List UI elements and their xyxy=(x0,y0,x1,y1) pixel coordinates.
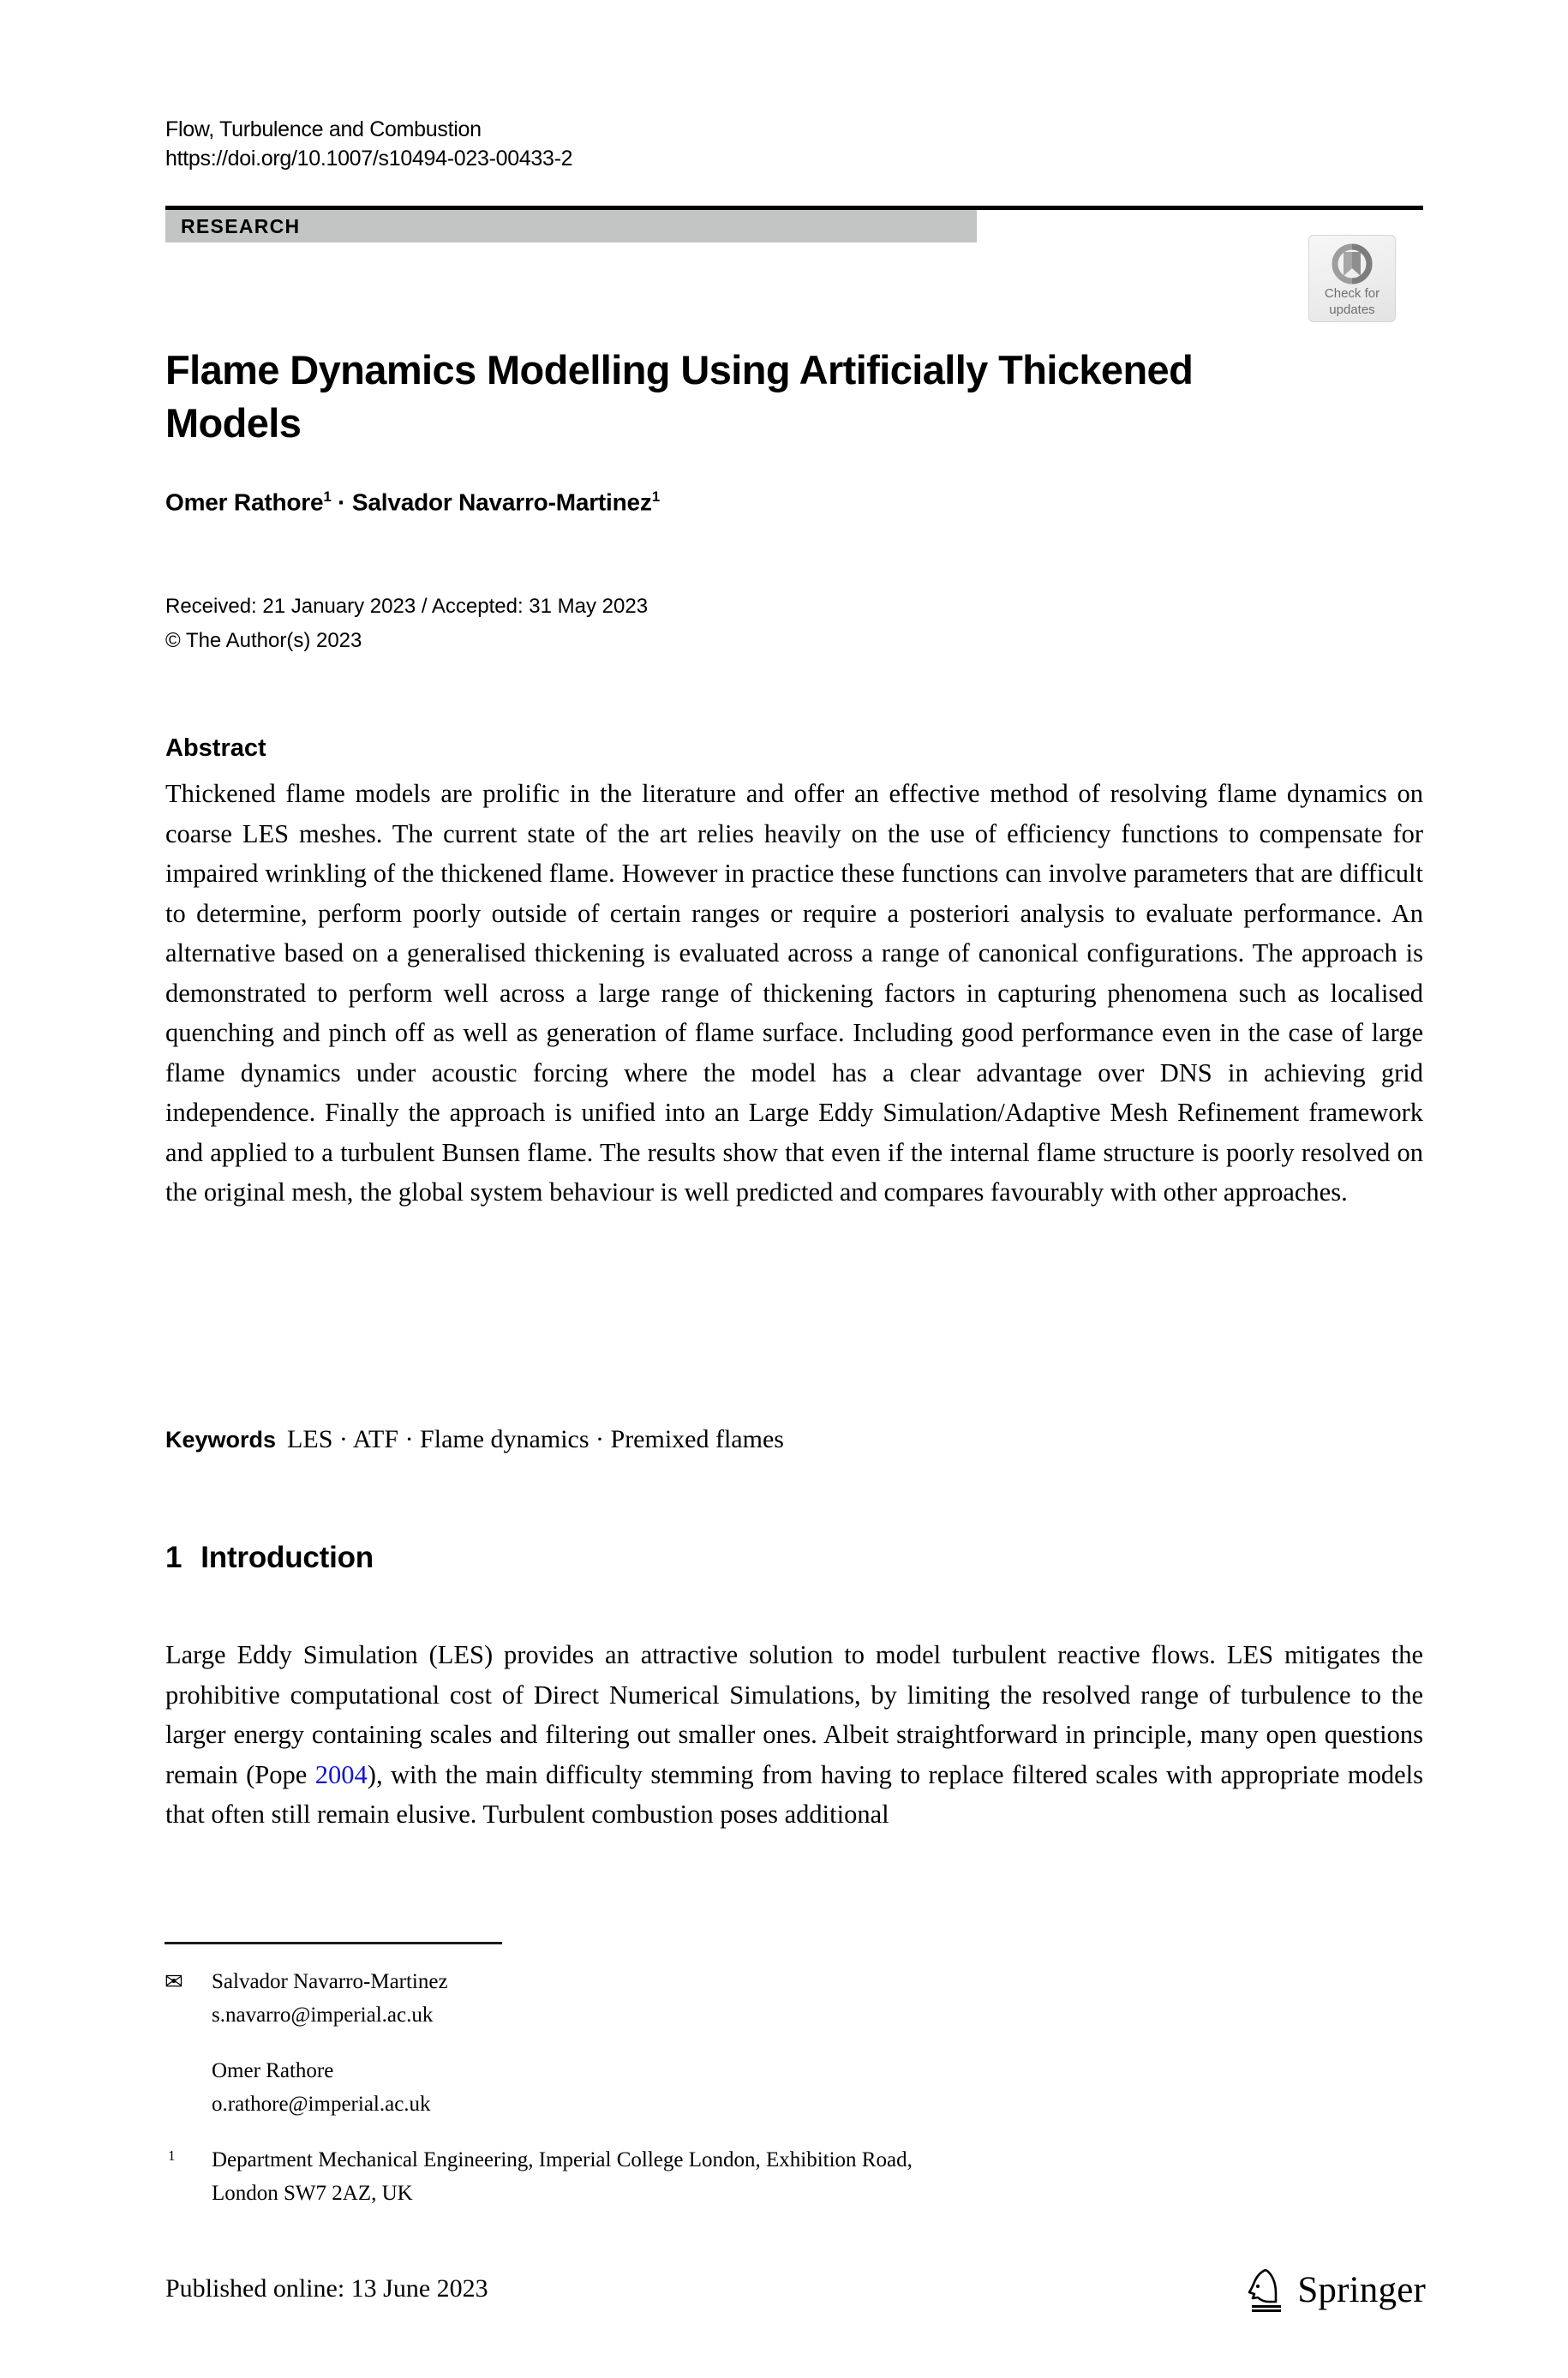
springer-knight-logo-icon xyxy=(1247,2267,1286,2314)
corresponding-author-email[interactable]: s.navarro@imperial.ac.uk xyxy=(212,2004,434,2027)
affiliation-footnote xyxy=(165,2143,1193,2210)
second-author-email[interactable]: o.rathore@imperial.ac.uk xyxy=(212,2093,431,2116)
check-for-updates-badge[interactable] xyxy=(1308,235,1396,322)
section-number: 1 xyxy=(165,1541,183,1574)
section-heading-introduction xyxy=(165,1541,374,1575)
author-separator: · xyxy=(331,488,352,516)
keywords-values: LES · ATF · Flame dynamics · Premixed flames xyxy=(287,1425,784,1453)
journal-header xyxy=(165,115,1194,173)
journal-name: Flow, Turbulence and Combustion xyxy=(165,117,482,141)
affiliation-line-2: London SW7 2AZ, UK xyxy=(212,2182,413,2205)
footnote-separator-rule xyxy=(165,1942,502,1944)
intro-text-part-2: ), with the main difficulty stemming from having to replace filtered scales with appropriate models that often still remain elusive. Turbulent combustion poses additional xyxy=(165,1759,1423,1829)
keywords-label: Keywords xyxy=(165,1427,277,1453)
corresponding-author-name: Salvador Navarro-Martinez xyxy=(212,1970,448,1993)
published-online-date: Published online: 13 June 2023 xyxy=(165,2274,488,2303)
citation-link-pope-2004[interactable]: 2004 xyxy=(314,1759,368,1789)
author-affiliation-marker-2: 1 xyxy=(651,488,660,505)
cfu-line-1: Check for xyxy=(1324,286,1380,301)
affiliation-marker: 1 xyxy=(168,2147,176,2164)
intro-text-part-1: Large Eddy Simulation (LES) provides an attractive solution to model turbulent reactive flows. LES mitigates the prohibitive computational cost of Direct Numerical Simulations, by limiting the resolved range of turbulence to the larger energy containing scales and filtering out smaller ones. Albeit straightforward in principle, many open questions remain (Pope xyxy=(165,1640,1423,1789)
author-affiliation-marker-1: 1 xyxy=(323,488,332,505)
publication-dates xyxy=(165,590,1194,658)
affiliation-line-1: Department Mechanical Engineering, Imperial College London, Exhibition Road, xyxy=(212,2148,913,2171)
received-accepted-line: Received: 21 January 2023 / Accepted: 31 May 2023 xyxy=(165,595,649,618)
springer-wordmark: Springer xyxy=(1297,2270,1426,2310)
second-author-footnote xyxy=(165,2054,1193,2121)
introduction-paragraph xyxy=(165,1635,1423,1835)
crossmark-check-for-updates-icon xyxy=(1330,242,1374,286)
abstract-text: Thickened flame models are prolific in the literature and offer an effective method of resolving flame dynamics on coarse LES meshes. The current state of the art relies heavily on the use of efficiency functions to compensate for impaired wrinkling of the thickened flame. However in practice these functions can involve parameters that are difficult to determine, perform poorly outside of certain ranges or require a posteriori analysis to evaluate performance. An alternative based on a generalised thickening is evaluated across a range of canonical configurations. The approach is demonstrated to perform well across a large range of thickening factors in capturing phenomena such as localised quenching and pinch off as well as generation of flame surface. Including good performance even in the case of large flame dynamics under acoustic forcing where the model has a clear advantage over DNS in achieving grid independence. Finally the approach is unified into an Large Eddy Simulation/Adaptive Mesh Refinement framework and applied to a turbulent Bunsen flame. The results show that even if the internal flame structure is poorly resolved on the original mesh, the global system behaviour is well predicted and compares favourably with other approaches. xyxy=(165,779,1423,1207)
page-title: Flame Dynamics Modelling Using Artificially Thickened Models xyxy=(165,347,1194,446)
cfu-line-2: updates xyxy=(1329,302,1375,317)
springer-logo xyxy=(1247,2267,1426,2314)
footnote-spacer xyxy=(165,2032,1193,2054)
second-author-name: Omer Rathore xyxy=(212,2059,334,2082)
article-type-banner xyxy=(165,210,977,243)
footnote-block xyxy=(165,1965,1193,2210)
journal-doi[interactable]: https://doi.org/10.1007/s10494-023-00433-2 xyxy=(165,147,573,171)
author-name-2: Salvador Navarro-Martinez xyxy=(351,488,652,516)
check-for-updates-text xyxy=(1309,285,1395,318)
section-title: Introduction xyxy=(200,1541,374,1574)
envelope-icon: ✉ xyxy=(165,1969,183,1994)
copyright-line: © The Author(s) 2023 xyxy=(165,629,362,652)
footnote-spacer-2 xyxy=(165,2121,1193,2143)
keywords-line xyxy=(165,1425,1365,1454)
corresponding-author-footnote xyxy=(165,1965,1193,2032)
article-type-label: RESEARCH xyxy=(181,215,301,237)
author-name-1: Omer Rathore xyxy=(165,488,324,516)
abstract-heading: Abstract xyxy=(165,734,266,762)
author-list xyxy=(165,488,1279,516)
